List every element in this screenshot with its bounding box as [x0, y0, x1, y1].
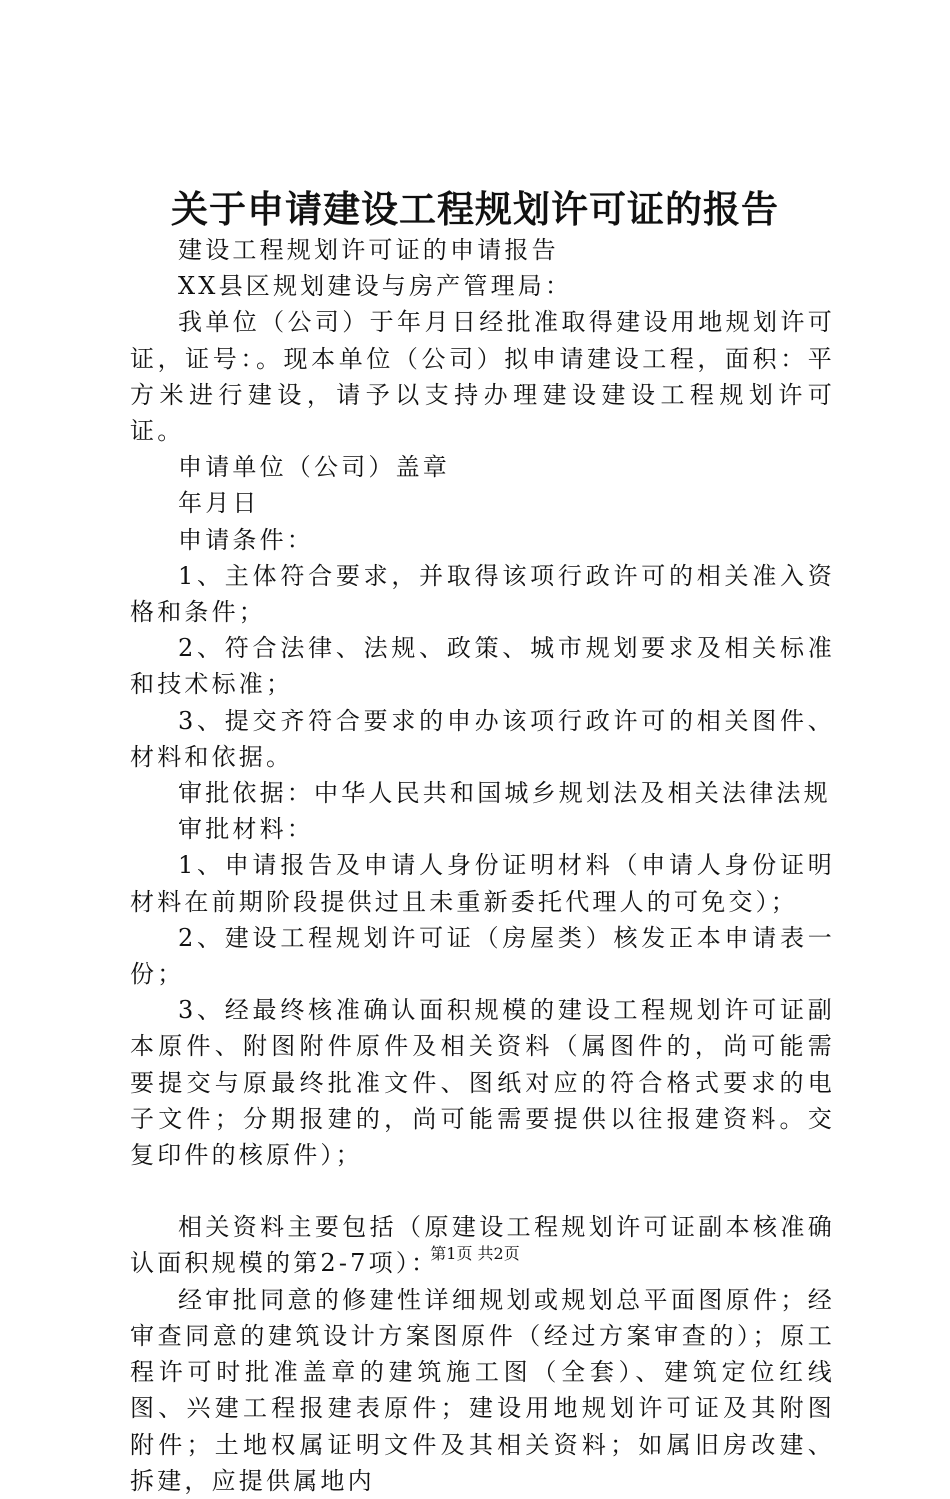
- materials-heading: 审批材料：: [178, 815, 314, 844]
- request-paragraph: 我单位（公司）于年月日经批准取得建设用地规划许可证，证号：。现本单位（公司）拟申请建设工程，面积：平方米进行建设，请予以支持办理建设建设工程规划许可证。: [130, 308, 835, 446]
- date-line: 年月日: [178, 489, 260, 518]
- condition-item-3: 3、提交齐符合要求的申办该项行政许可的相关图件、材料和依据。: [130, 706, 835, 771]
- seal-line: 申请单位（公司）盖章: [178, 453, 450, 482]
- related-materials-heading: 相关资料主要包括（原建设工程规划许可证副本核准确认面积规模的第2-7项）：: [130, 1213, 835, 1278]
- subtitle-paragraph: 建设工程规划许可证的申请报告: [178, 236, 559, 264]
- document-body: [130, 232, 835, 1499]
- conditions-heading: 申请条件：: [178, 525, 314, 554]
- approval-basis: 审批依据：中华人民共和国城乡规划法及相关法律法规: [178, 779, 831, 808]
- condition-item-2: 2、符合法律、法规、政策、城市规划要求及相关标准和技术标准；: [130, 634, 835, 699]
- material-item-1: 1、申请报告及申请人身份证明材料（申请人身份证明材料在前期阶段提供过且未重新委托代理人的可免交）；: [130, 851, 835, 916]
- addressee-paragraph: XX县区规划建设与房产管理局：: [178, 272, 573, 301]
- page-number-footer: 第1页 共2页: [430, 1244, 520, 1263]
- document-title: 关于申请建设工程规划许可证的报告: [171, 187, 779, 231]
- condition-item-1: 1、主体符合要求，并取得该项行政许可的相关准入资格和条件；: [130, 561, 835, 627]
- related-materials-paragraph: 经审批同意的修建性详细规划或规划总平面图原件；经审查同意的建筑设计方案图原件（经过方案审查的）；原工程许可时批准盖章的建筑施工图（全套）、建筑定位红线图、兴建工程报建表原件；建设用地规划许可证及其附图附件；土地权属证明文件及其相关资料；如属旧房改建、拆建，应提供属地内: [130, 1285, 835, 1495]
- material-item-2: 2、建设工程规划许可证（房屋类）核发正本申请表一份；: [130, 923, 835, 989]
- material-item-3: 3、经最终核准确认面积规模的建设工程规划许可证副本原件、附图附件原件及相关资料（属图件的，尚可能需要提交与原最终批准文件、图纸对应的符合格式要求的电子文件；分期报建的，尚可能需要提供以往报建资料。交复印件的核原件）；: [130, 996, 835, 1170]
